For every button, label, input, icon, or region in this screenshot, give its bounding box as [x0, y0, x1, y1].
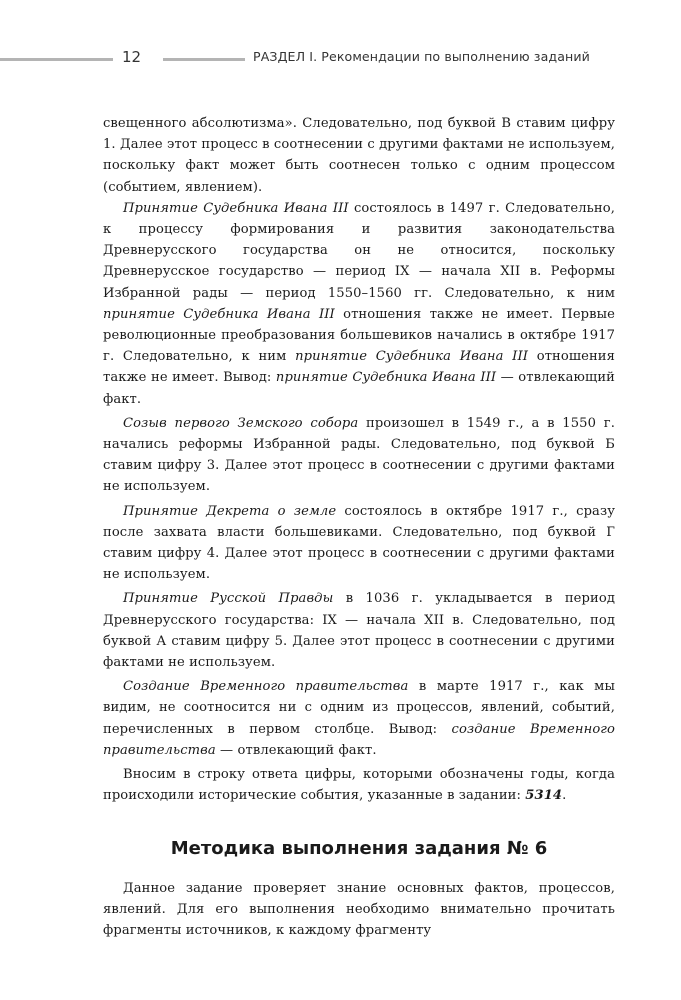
paragraph: [103, 501, 615, 586]
text-run: состоялось в 1497 г. Следовательно, к процессу формирования и развития законодательства Древнерусского государства он не относится, поскольку Древнерусское государство — период IX — начала XII в. Реформы Избранной рады — период 1550–1560 гг. Следовательно, к ним: [103, 200, 615, 301]
emphasized-term: Принятие Русской Правды: [123, 591, 334, 607]
paragraph: [103, 588, 615, 673]
text-run: Вносим в строку ответа цифры, которыми обозначены годы, когда происходили исторические события, указанные в задании:: [103, 767, 615, 804]
section-heading: Методика выполнения задания № 6: [170, 837, 548, 859]
text-run: отношения также не имеет. Первые революционные преобразования большевиков начались в октябре 1917 г. Следовательно, к ним: [103, 306, 615, 365]
text-run: отношения также не имеет. Вывод:: [103, 349, 615, 386]
text-run: состоялось в октябре 1917 г., сразу после захвата власти большевиками. Следовательно, под буквой Г ставим цифру 4. Далее этот процесс в соотнесении с другими фактами не используем.: [103, 503, 615, 583]
header-rule-middle: [163, 58, 245, 61]
page-number: 12: [122, 48, 142, 66]
answer-code: 5314: [525, 788, 563, 804]
emphasized-term: Принятие Судебника Ивана III: [123, 200, 349, 216]
text-run: — отвлекающий факт.: [103, 370, 615, 407]
running-title: РАЗДЕЛ I. Рекомендации по выполнению заданий: [253, 49, 590, 64]
text-run: — отвлекающий факт.: [215, 742, 377, 758]
text-run: произошел в 1549 г., а в 1550 г. начались реформы Избранной рады. Следовательно, под буквой Б ставим цифру 3. Далее этот процесс в соотнесении с другими фактами не используем.: [103, 415, 615, 495]
paragraph: [103, 198, 615, 410]
paragraph: [103, 113, 615, 198]
header-rule-left: [0, 58, 113, 61]
page-header: [0, 44, 681, 74]
emphasized-term: создание Временного правительства: [103, 721, 615, 758]
text-run: в марте 1917 г., как мы видим, не соотносится ни с одним из процессов, явлений, событий, перечисленных в первом столбце. Вывод:: [103, 679, 615, 737]
emphasized-term: принятие Судебника Ивана III: [295, 349, 529, 365]
emphasized-term: Созыв первого Земского собора: [123, 415, 359, 431]
section-intro-paragraph: Данное задание проверяет знание основных фактов, процессов, явлений. Для его выполнения необходимо внимательно прочитать фрагменты источников, к каждому фрагменту: [103, 880, 615, 938]
emphasized-term: принятие Судебника Ивана III: [275, 370, 497, 386]
text-run: свещенного абсолютизма». Следовательно, под буквой В ставим цифру 1. Далее этот процесс в соотнесении с другими фактами не используем, поскольку факт может быть соотнесен только с одним процессом (событием, явлением).: [103, 116, 615, 195]
text-run: в 1036 г. укладывается в период Древнерусского государства: IX — начала XII в. Следовательно, под буквой А ставим цифру 5. Далее этот процесс в соотнесении с другими фактами не используем.: [103, 591, 615, 671]
emphasized-term: принятие Судебника Ивана III: [103, 306, 335, 322]
emphasized-term: Создание Временного правительства: [123, 679, 409, 695]
emphasized-term: Принятие Декрета о земле: [123, 503, 337, 519]
paragraph: [103, 676, 615, 761]
page-body: [103, 113, 615, 941]
paragraph: [103, 413, 615, 498]
paragraph: [103, 764, 615, 806]
text-run: .: [562, 788, 567, 804]
